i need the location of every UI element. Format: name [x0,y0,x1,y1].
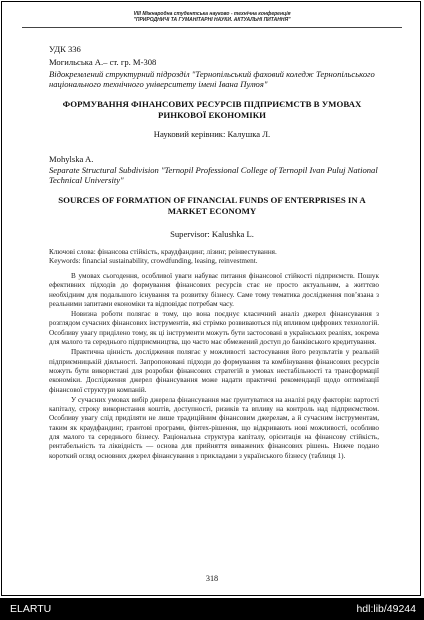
udc-code: УДК 336 [49,44,81,54]
paragraph-text: Новизна роботи полягає в тому, що вона поєднує класичний аналіз джерел фінансування з розглядом сучасних фінансових інструментів, які стрімко розвиваються під впливом цифрових технологій. Особливу увагу приділено тому, як ці інструменти можуть бути застосовані в українських реаліях, зокрема для малого та середнього підприємництва, що часто має обмежений доступ до банківського кредитування. [49,310,379,347]
conference-header-line2: "ПРИРОДНИЧІ ТА ГУМАНІТАРНІ НАУКИ. АКТУАЛЬНІ ПИТАННЯ" [133,17,291,23]
conference-header-line1: VIII Міжнародна студентська науково - технічна конференція [133,11,291,17]
affiliation-ua: Відокремлений структурний підрозділ "Тернопільський фаховий коледж Тернопільського національного технічного університету імені Івана Пулюя" [49,69,375,90]
author-ua: Могильська А.– ст. гр. М-308 [49,57,157,67]
conference-header [2,11,422,23]
paragraph-text: У сучасних умовах вибір джерела фінансування має ґрунтуватися на аналізі ряду факторів: вартості капіталу, строку використання коштів, доступності, ризиків та впливу на контроль над підприємством. Особливу увагу слід приділяти не лише традиційним фінансовим джерелам, а й сучасним інструментам, таким як краудфандинг, грантові програми, фінтех-рішення, що відкривають нові можливості, особливо для малого та середнього бізнесу. Раціональна структура капіталу, орієнтація на фінансову стійкість, рентабельність та ліквідність — основа для прийняття виважених фінансових рішень. Нижче подано короткий огляд основних джерел фінансування з прикладами з українського бізнесу (таблиця 1). [49,395,379,460]
header-divider [22,27,402,28]
paragraph [49,272,379,309]
paragraph [49,396,379,461]
repository-footer [0,598,424,620]
paragraph-text: В умовах сьогодення, особливої уваги набуває питання фінансової стійкості підприємств. Пошук ефективних підходів до формування фінансових ресурсів стає не просто актуальним, а життєво необхідним для подальшого існування та розвитку бізнесу. Саме тому тематика дослідження пов’язана з реальними запитами економіки та відповідає потребам часу. [49,272,379,308]
paragraph [49,348,379,394]
title-en: SOURCES OF FORMATION OF FINANCIAL FUNDS OF ENTERPRISES IN A MARKET ECONOMY [58,195,366,216]
supervisor-ua: Науковий керівник: Калушка Л. [153,129,271,139]
page-frame [1,1,421,596]
paragraph [49,310,379,347]
title-ua: ФОРМУВАННЯ ФІНАНСОВИХ РЕСУРСІВ ПІДПРИЄМСТВ В УМОВАХ РИНКОВОЇ ЕКОНОМІКИ [62,99,362,120]
repository-name: ELARTU [10,603,52,615]
page-number: 318 [205,574,219,583]
keywords-ua: Ключові слова: фінансова стійкість, краудфандинг, лізинг, реінвестування. [49,248,277,256]
paragraph-text: Практична цінність дослідження полягає у можливості застосування його результатів у реальній підприємницькій діяльності. Запропоновані підходи до формування та комбінування фінансових ресурсів можуть бути використані для розробки фінансових стратегій в умовах нестабільності та трансформації економіки. Дослідження джерел фінансування може надати практичні рекомендації щодо оптимізації фінансової структури компаній. [49,348,379,394]
keywords-en: Keywords: financial sustainability, crowdfunding, leasing, reinvestment. [49,257,258,265]
handle-link[interactable]: hdl:lib/49244 [356,603,416,615]
author-en: Mohylska A. [49,154,94,164]
supervisor-en: Supervisor: Kalushka L. [170,229,254,239]
affiliation-en: Separate Structural Subdivision "Ternopil Professional College of Ternopil Ivan Puluj National Technical University" [49,165,378,186]
body-text [49,272,379,461]
